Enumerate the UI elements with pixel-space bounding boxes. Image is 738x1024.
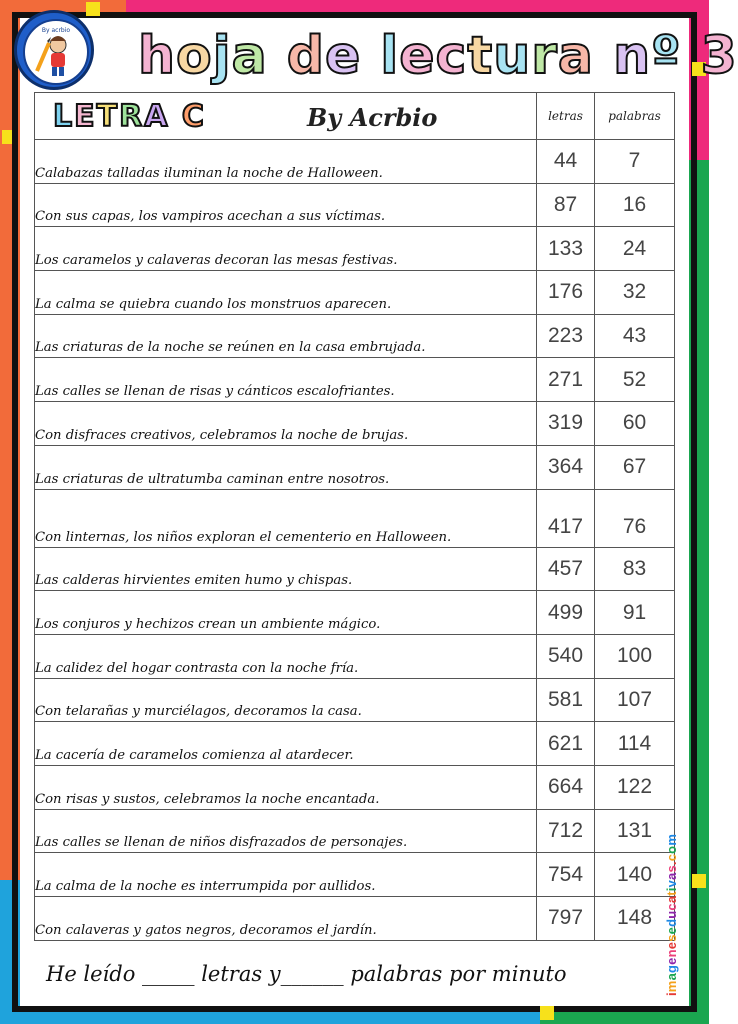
palabras-count-cell: 100 (595, 634, 675, 678)
letras-count-cell: 271 (537, 358, 595, 402)
byline: By Acrbio (307, 103, 438, 132)
acrbio-logo (14, 10, 94, 90)
table-row (35, 809, 675, 853)
palabras-count-cell: 107 (595, 678, 675, 722)
letras-count-cell: 176 (537, 271, 595, 315)
table-row (35, 765, 675, 809)
sentence-cell: Calabazas talladas iluminan la noche de Halloween. (35, 140, 537, 184)
sentence-cell: Las calderas hirvientes emiten humo y chispas. (35, 547, 537, 591)
sentence-cell: Las criaturas de la noche se reúnen en la casa embrujada. (35, 314, 537, 358)
palabras-count-cell: 7 (595, 140, 675, 184)
letras-count-cell: 364 (537, 445, 595, 489)
sentence-cell: Las criaturas de ultratumba caminan entre nosotros. (35, 445, 537, 489)
palabras-count-cell: 43 (595, 314, 675, 358)
letras-count-cell: 712 (537, 809, 595, 853)
table-row (35, 445, 675, 489)
sentence-cell: Las calles se llenan de risas y cánticos escalofriantes. (35, 358, 537, 402)
table-row (35, 402, 675, 446)
watermark: imageneseducativas.com (664, 833, 679, 996)
palabras-count-cell: 67 (595, 445, 675, 489)
sentence-cell: Con risas y sustos, celebramos la noche encantada. (35, 765, 537, 809)
frame-inner-black-left (12, 12, 18, 1012)
letter-heading: LETRA C (53, 99, 206, 134)
page-title: hoja de lectura nº 3 (138, 26, 738, 86)
sentence-cell: Con sus capas, los vampiros acechan a sus víctimas. (35, 183, 537, 227)
sentence-cell: Con disfraces creativos, celebramos la noche de brujas. (35, 402, 537, 446)
letras-count-cell: 540 (537, 634, 595, 678)
palabras-count-cell: 131 (595, 809, 675, 853)
letras-count-cell: 87 (537, 183, 595, 227)
letras-count-cell: 499 (537, 591, 595, 635)
letras-count-cell: 44 (537, 140, 595, 184)
palabras-count-cell: 24 (595, 227, 675, 271)
letras-count-cell: 223 (537, 314, 595, 358)
palabras-count-cell: 76 (595, 489, 675, 547)
table-header-row (35, 93, 675, 140)
sentence-cell: Los caramelos y calaveras decoran las mesas festivas. (35, 227, 537, 271)
palabras-count-cell: 122 (595, 765, 675, 809)
table-row (35, 678, 675, 722)
sentence-cell: Con telarañas y murciélagos, decoramos la casa. (35, 678, 537, 722)
sentence-cell: La calma se quiebra cuando los monstruos aparecen. (35, 271, 537, 315)
frame-inner-black-bottom (12, 1006, 696, 1012)
letras-count-cell: 133 (537, 227, 595, 271)
logo-text: By acrbio (41, 27, 71, 34)
table-row (35, 634, 675, 678)
letras-count-cell: 457 (537, 547, 595, 591)
table-row (35, 547, 675, 591)
table-row (35, 314, 675, 358)
frame-yellow-square (86, 2, 100, 16)
frame-inner-black-right (691, 12, 697, 1012)
table-row (35, 722, 675, 766)
student-with-pencil-icon (25, 21, 87, 83)
sentence-cell: La calidez del hogar contrasta con la noche fría. (35, 634, 537, 678)
table-row (35, 853, 675, 897)
sentence-cell: La calma de la noche es interrumpida por aullidos. (35, 853, 537, 897)
palabras-count-cell: 83 (595, 547, 675, 591)
letras-count-cell: 621 (537, 722, 595, 766)
letras-count-cell: 581 (537, 678, 595, 722)
sentence-cell: La cacería de caramelos comienza al atardecer. (35, 722, 537, 766)
table-row (35, 227, 675, 271)
table-row (35, 358, 675, 402)
sentence-cell: Los conjuros y hechizos crean un ambiente mágico. (35, 591, 537, 635)
reading-table (34, 92, 675, 941)
sentence-cell: Con linternas, los niños exploran el cementerio en Halloween. (35, 489, 537, 547)
sentence-cell: Con calaveras y gatos negros, decoramos el jardín. (35, 897, 537, 941)
palabras-count-cell: 32 (595, 271, 675, 315)
sentence-cell: Las calles se llenan de niños disfrazados de personajes. (35, 809, 537, 853)
letras-count-cell: 319 (537, 402, 595, 446)
palabras-count-cell: 16 (595, 183, 675, 227)
palabras-count-cell: 91 (595, 591, 675, 635)
table-row (35, 140, 675, 184)
frame-yellow-square (2, 130, 12, 144)
letras-count-cell: 797 (537, 897, 595, 941)
palabras-count-cell: 114 (595, 722, 675, 766)
table-row (35, 591, 675, 635)
frame-yellow-square (540, 1006, 554, 1020)
palabras-count-cell: 148 (595, 897, 675, 941)
palabras-count-cell: 52 (595, 358, 675, 402)
table-row (35, 897, 675, 941)
palabras-count-cell: 140 (595, 853, 675, 897)
table-row (35, 489, 675, 547)
palabras-count-cell: 60 (595, 402, 675, 446)
table-row (35, 271, 675, 315)
table-row (35, 183, 675, 227)
reading-speed-footer: He leído _____ letras y______ palabras por minuto (46, 962, 567, 986)
table-heading-cell (35, 93, 537, 140)
frame-yellow-square (692, 874, 706, 888)
letras-count-cell: 754 (537, 853, 595, 897)
column-header-letras: letras (537, 93, 595, 140)
column-header-palabras: palabras (595, 93, 675, 140)
letras-count-cell: 664 (537, 765, 595, 809)
letras-count-cell: 417 (537, 489, 595, 547)
